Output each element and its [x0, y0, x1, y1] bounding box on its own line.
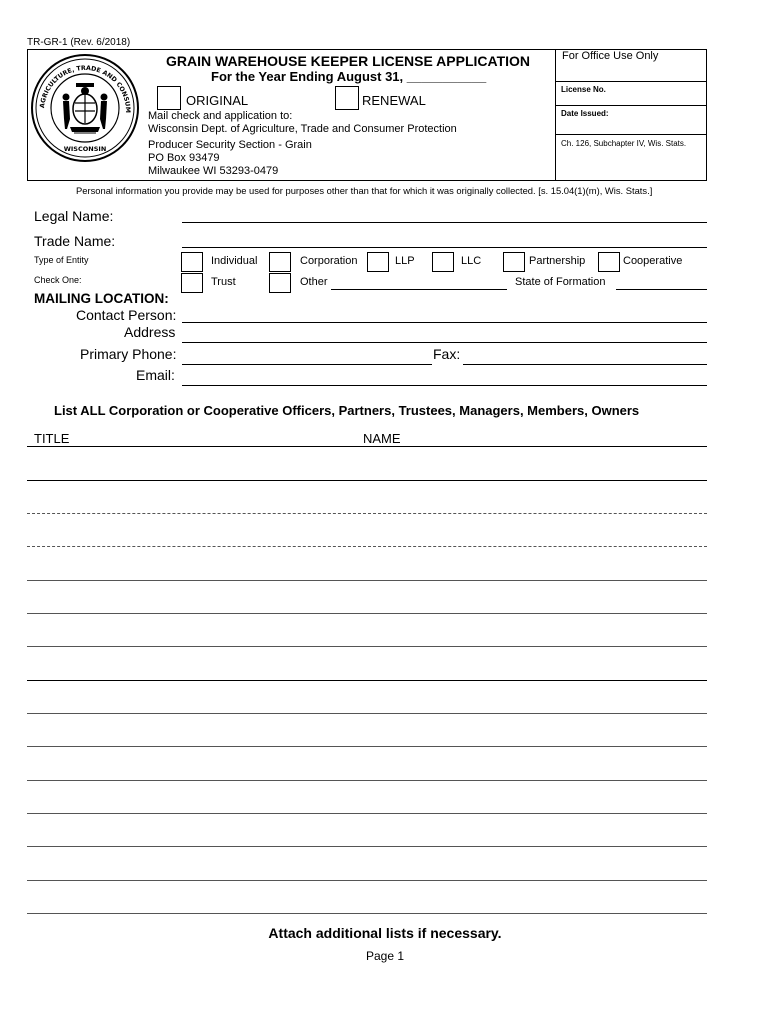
contact-person-input[interactable]	[182, 322, 707, 323]
attach-note: Attach additional lists if necessary.	[268, 925, 502, 941]
corporation-checkbox[interactable]	[269, 252, 291, 272]
officer-row-line[interactable]	[27, 480, 707, 481]
mail-line-5: Milwaukee WI 53293-0479	[148, 165, 279, 177]
llc-label: LLC	[461, 255, 482, 267]
officer-row-line[interactable]	[27, 646, 707, 647]
fax-label: Fax:	[433, 346, 461, 362]
mail-line-3: Producer Security Section - Grain	[148, 139, 312, 151]
legal-name-input[interactable]	[182, 222, 707, 223]
other-label: Other	[300, 276, 328, 288]
year-ending-label: For the Year Ending August 31, ___________	[211, 69, 487, 84]
address-input[interactable]	[182, 342, 707, 343]
officer-row-line[interactable]	[27, 746, 707, 747]
type-of-entity-label: Type of Entity	[34, 255, 89, 265]
llp-label: LLP	[395, 255, 415, 267]
check-one-label: Check One:	[34, 275, 82, 285]
trust-checkbox[interactable]	[181, 273, 203, 293]
license-no-label: License No.	[561, 85, 606, 94]
original-label: ORIGINAL	[186, 93, 249, 108]
renewal-label: RENEWAL	[362, 93, 426, 108]
officer-row-line[interactable]	[27, 446, 707, 447]
state-of-formation-label: State of Formation	[515, 276, 606, 288]
mail-line-4: PO Box 93479	[148, 152, 220, 164]
officer-row-line[interactable]	[27, 613, 707, 614]
trade-name-label: Trade Name:	[34, 233, 116, 249]
corporation-label: Corporation	[300, 255, 358, 267]
form-title: GRAIN WAREHOUSE KEEPER LICENSE APPLICATION	[166, 53, 531, 69]
individual-label: Individual	[211, 255, 258, 267]
other-checkbox[interactable]	[269, 273, 291, 293]
cooperative-checkbox[interactable]	[598, 252, 620, 272]
form-id: TR-GR-1 (Rev. 6/2018)	[27, 37, 131, 48]
date-issued-label: Date Issued:	[561, 109, 609, 118]
original-checkbox[interactable]	[157, 86, 181, 110]
officer-row-line[interactable]	[27, 513, 707, 514]
renewal-checkbox[interactable]	[335, 86, 359, 110]
partnership-checkbox[interactable]	[503, 252, 525, 272]
seal-outer-text: AGRICULTURE, TRADE AND CONSUM	[39, 64, 132, 114]
mail-line-1: Mail check and application to:	[148, 110, 293, 122]
officer-row-line[interactable]	[27, 846, 707, 847]
contact-person-label: Contact Person:	[76, 307, 177, 323]
primary-phone-label: Primary Phone:	[80, 346, 177, 362]
statute-label: Ch. 126, Subchapter IV, Wis. Stats.	[561, 139, 687, 148]
officer-row-line[interactable]	[27, 780, 707, 781]
address-label: Address	[124, 324, 176, 340]
privacy-notice: Personal information you provide may be used for purposes other than that for which it was originally collected. [s. 15.04(1)(m), Wis. Stats.]	[76, 185, 653, 196]
officer-row-line[interactable]	[27, 546, 707, 547]
officer-row-line[interactable]	[27, 580, 707, 581]
fax-input[interactable]	[463, 364, 707, 365]
state-of-formation-input[interactable]	[616, 289, 707, 290]
name-column-header: NAME	[363, 431, 401, 446]
trade-name-input[interactable]	[182, 247, 707, 248]
mailing-location-heading: MAILING LOCATION:	[34, 291, 169, 306]
email-label: Email:	[136, 367, 175, 383]
cooperative-label: Cooperative	[623, 255, 683, 267]
officer-row-line[interactable]	[27, 680, 707, 681]
other-input[interactable]	[331, 289, 507, 290]
office-divider-1	[555, 81, 707, 82]
email-input[interactable]	[182, 385, 707, 386]
trust-label: Trust	[211, 276, 236, 288]
office-divider-3	[555, 134, 707, 135]
page-number: Page 1	[365, 949, 405, 963]
partnership-label: Partnership	[529, 255, 586, 267]
state-seal-icon	[30, 53, 140, 163]
officer-row-line[interactable]	[27, 913, 707, 914]
officer-row-line[interactable]	[27, 813, 707, 814]
mail-line-2: Wisconsin Dept. of Agriculture, Trade and Consumer Protection	[148, 123, 457, 135]
llc-checkbox[interactable]	[432, 252, 454, 272]
office-divider-2	[555, 105, 707, 106]
seal-bottom-text: WISCONSIN	[63, 145, 107, 153]
officers-heading: List ALL Corporation or Cooperative Officers, Partners, Trustees, Managers, Members, Owners	[54, 403, 640, 418]
title-column-header: TITLE	[34, 431, 70, 446]
individual-checkbox[interactable]	[181, 252, 203, 272]
officer-row-line[interactable]	[27, 713, 707, 714]
legal-name-label: Legal Name:	[34, 208, 114, 224]
primary-phone-input[interactable]	[182, 364, 432, 365]
office-divider	[555, 49, 556, 181]
office-use-title: For Office Use Only	[562, 50, 659, 62]
officer-row-line[interactable]	[27, 880, 707, 881]
llp-checkbox[interactable]	[367, 252, 389, 272]
